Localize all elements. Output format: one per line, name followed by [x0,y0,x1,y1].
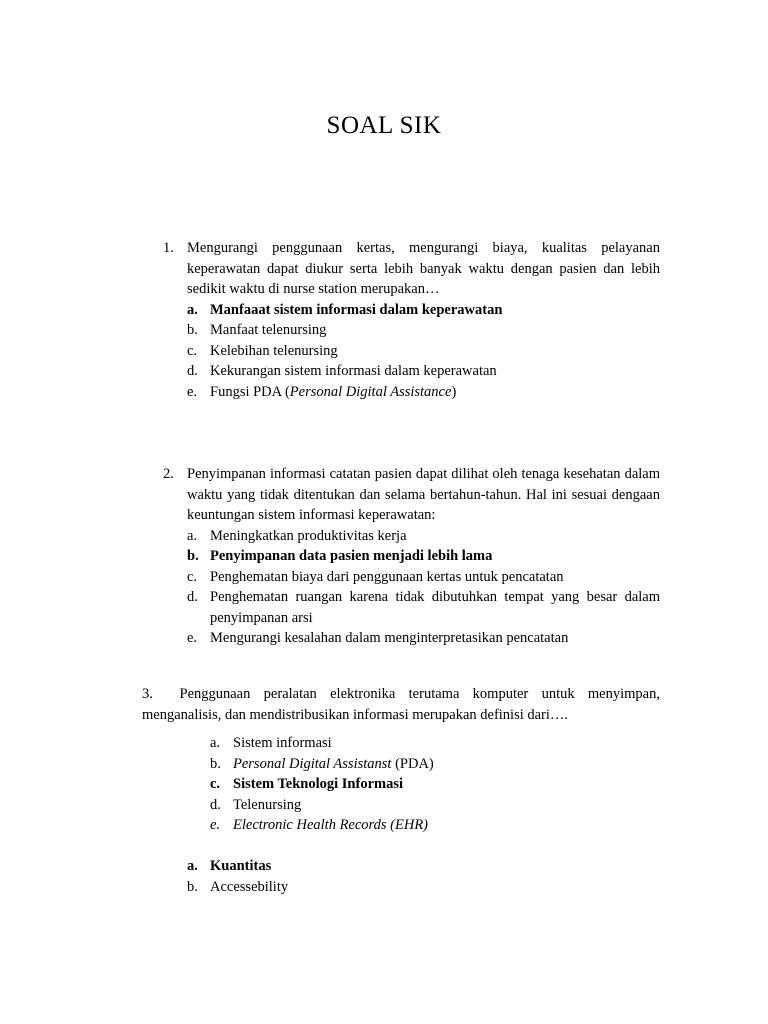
question-number: 3. [142,686,153,702]
option-text: Accessebility [210,878,289,895]
option-letter: c. [187,342,198,359]
option-letter: a. [187,301,198,318]
options-list [187,300,660,403]
option-text: Sistem Teknologi Informasi [233,776,403,792]
question-text: Penggunaan peralatan elektronika terutama komputer untuk menyimpan, menganalisis, dan mendistribusikan informasi merupakan definisi dari…. [142,686,660,723]
options-list [187,526,660,649]
option-letter: a. [187,527,198,544]
option-d [187,587,660,628]
option-text: Meningkatkan produktivitas kerja [210,527,407,544]
option-text: Manfaat telenursing [210,322,327,338]
option-text-italic: Electronic Health Records (EHR) [233,817,429,833]
option-letter: e. [210,817,221,833]
page-title: SOAL SIK [326,112,442,139]
option-text: Kelebihan telenursing [210,342,338,359]
question-stem [163,464,660,526]
question-3 [142,684,660,725]
option-a [187,856,587,877]
question-number: 1. [163,240,174,256]
option-text-post: ) [451,383,457,400]
options-list [187,856,587,897]
option-text: Penghematan biaya dari penggunaan kertas untuk pencatatan [210,568,564,585]
option-b [187,877,587,898]
option-c [187,567,660,588]
option-text: Mengurangi kesalahan dalam menginterpretasikan pencatatan [210,630,569,646]
option-text-pre: Fungsi PDA ( [210,383,290,400]
options-list [210,733,610,836]
option-e [210,815,610,836]
option-text: Kekurangan sistem informasi dalam keperawatan [210,363,497,379]
option-text: Penyimpanan data pasien menjadi lebih lama [210,548,493,564]
option-a [187,526,660,547]
option-letter: b. [187,548,199,564]
question-text: Mengurangi penggunaan kertas, mengurangi biaya, kualitas pelayanan keperawatan dapat diukur serta lebih banyak waktu dengan pasien dan lebih sedikit waktu di nurse station merupakan… [187,240,660,297]
option-letter: e. [187,383,198,400]
option-c [187,341,660,362]
option-b [210,754,610,775]
question-stem [142,684,660,725]
option-text: Penghematan ruangan karena tidak dibutuhkan tempat yang besar dalam penyimpanan arsi [210,589,660,626]
question-number: 2. [163,466,174,482]
option-text: Kuantitas [210,858,272,874]
option-text-italic: Personal Digital Assistanst [233,755,392,772]
option-text-italic: Personal Digital Assistance [289,383,452,400]
question-2 [163,464,660,649]
option-letter: a. [187,858,198,874]
option-letter: c. [210,776,221,792]
option-d [210,795,610,816]
option-b [187,546,660,567]
option-text-post: (PDA) [391,755,434,772]
option-letter: a. [210,735,221,751]
question-stem [163,238,660,300]
option-letter: c. [187,568,198,585]
option-a [210,733,610,754]
option-letter: d. [187,589,198,605]
option-text: Manfaaat sistem informasi dalam keperawatan [210,301,503,318]
option-letter: b. [210,755,221,772]
question-text: Penyimpanan informasi catatan pasien dapat dilihat oleh tenaga kesehatan dalam waktu yang tidak ditentukan dan selama bertahun-tahun. Hal ini sesuai dengaan keuntungan sistem informasi keperawatan: [187,466,660,523]
option-b [187,320,660,341]
option-letter: d. [187,363,198,379]
option-e [187,628,660,649]
option-letter: b. [187,322,198,338]
option-letter: d. [210,796,221,813]
option-c [210,774,610,795]
option-e [187,382,660,403]
question-1 [163,238,660,402]
option-text: Telenursing [233,796,302,813]
option-d [187,361,660,382]
option-letter: e. [187,630,198,646]
option-text: Sistem informasi [233,735,332,751]
option-letter: b. [187,878,198,895]
option-a [187,300,660,321]
